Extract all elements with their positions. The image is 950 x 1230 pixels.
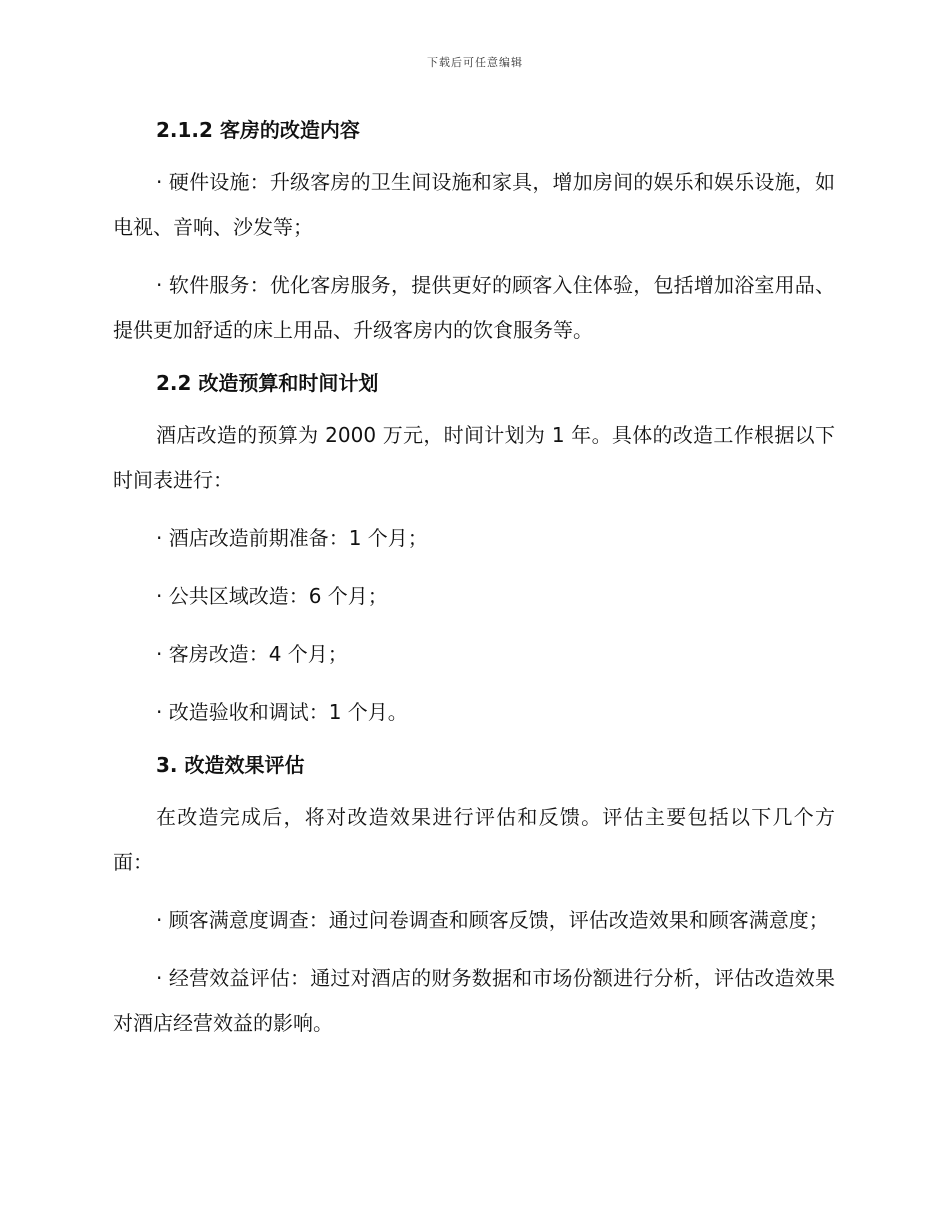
heading-2-1-2: 2.1.2 客房的改造内容 (156, 118, 360, 142)
list-item-business-benefit: · 经营效益评估：通过对酒店的财务数据和市场份额进行分析，评估改造效果对酒店经营效益的影响。 (113, 966, 835, 1035)
paragraph-budget: 酒店改造的预算为 2000 万元，时间计划为 1 年。具体的改造工作根据以下时间表进行： (113, 423, 835, 492)
paragraph-hardware: · 硬件设施：升级客房的卫生间设施和家具，增加房间的娱乐和娱乐设施，如电视、音响、沙发等； (113, 170, 835, 239)
paragraph-evaluation-intro: 在改造完成后，将对改造效果进行评估和反馈。评估主要包括以下几个方面： (113, 805, 835, 874)
list-item-satisfaction-survey: · 顾客满意度调查：通过问卷调查和顾客反馈，评估改造效果和顾客满意度； (156, 908, 829, 932)
heading-2-2: 2.2 改造预算和时间计划 (156, 371, 379, 395)
list-item-acceptance: · 改造验收和调试：1 个月。 (156, 700, 408, 724)
paragraph-software: · 软件服务：优化客房服务，提供更好的顾客入住体验，包括增加浴室用品、提供更加舒适的床上用品、升级客房内的饮食服务等。 (113, 273, 835, 342)
list-item-guest-rooms: · 客房改造：4 个月； (156, 642, 348, 666)
document-body (113, 110, 835, 1046)
list-item-preparation: · 酒店改造前期准备：1 个月； (156, 526, 428, 550)
page-header: 下载后可任意编辑 (427, 56, 523, 69)
heading-3: 3. 改造效果评估 (156, 753, 305, 777)
list-item-public-area: · 公共区域改造：6 个月； (156, 584, 388, 608)
